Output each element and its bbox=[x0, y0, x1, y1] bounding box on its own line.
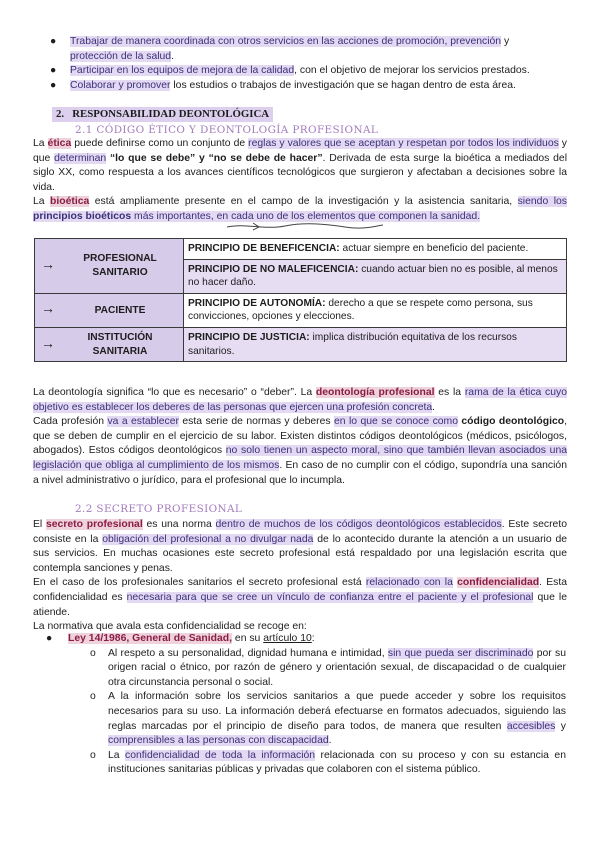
paragraph-etica: La ética puede definirse como un conjunto de reglas y valores que se aceptan y respetan por todos los individuos y que determinan “lo que se debe” y “no se debe de hacer”. Derivada de esta surge la bioética a mediados del siglo XX, como respuesta a los avances científicos tecnológicos que surgieron y afectaban a decisiones sobre la vida. bbox=[33, 138, 568, 193]
arrow-icon: → bbox=[41, 255, 55, 272]
bullet-icon: ● bbox=[50, 36, 57, 47]
arrow-icon: → bbox=[41, 300, 55, 317]
bullet-icon: ● bbox=[50, 65, 57, 77]
law-list bbox=[46, 632, 566, 778]
list-item: ● Ley 14/1986, General de Sanidad, en su artículo 10: o Al respeto a su personalidad, dignidad humana e intimidad, sin que pueda ser discriminado por su origen racial o étnico, por razón de género y orientación sexual, de discapacidad o de cualquier otra circunstancia personal o social. o A la información sobre los servicios sanitarios a que puede acceder y sobre los requisitos necesarios para su uso. La información deberá efectuarse en formatos adecuados, siguiendo las reglas marcadas por el principio de diseño para todos, de manera que resulten accesibles y comprensibles a las personas con discapacidad. o La confidencialidad de toda la información relacionada con su proceso y con su estancia en instituciones sanitarias públicas y privadas que colaboren con el sistema público. bbox=[46, 632, 566, 778]
table-row bbox=[35, 327, 567, 361]
sub-bullet-icon: o bbox=[90, 691, 96, 703]
bullet-icon: ● bbox=[46, 633, 53, 644]
list-item: ● Trabajar de manera coordinada con otros servicios en las acciones de promoción, prevención y protección de la salud. bbox=[50, 36, 510, 62]
list-item: ● Colaborar y promover los estudios o trabajos de investigación que se hagan dentro de esta área. bbox=[50, 79, 570, 94]
handwritten-squiggle bbox=[225, 221, 385, 231]
paragraph-secreto: El secreto profesional es una norma dentro de muchos de los códigos deontológicos establecidos. Este secreto consiste en la obligación del profesional a no divulgar nada de lo acontecido durante la atención a un usuario de sus servicios. En muchas ocasiones este secreto profesional está respaldado por una legislación escrita que contempla sanciones y penas. En el caso de los profesionales sanitarios el secreto profesional está relacionado con la confidencialidad. Esta confidencialidad es necesaria para que se cree un vínculo de confianza entre el paciente y el profesional que le atiende. La normativa que avala esta confidencialidad se recoge en: bbox=[33, 519, 567, 633]
subsection-heading-2-1: 2.1 CÓDIGO ÉTICO Y DEONTOLOGÍA PROFESIONAL bbox=[75, 124, 379, 136]
table-label-cell: → INSTITUCIÓN SANITARIA bbox=[35, 327, 184, 361]
arrow-icon: → bbox=[41, 334, 55, 351]
list-item: o A la información sobre los servicios sanitarios a que puede acceder y sobre los requisitos necesarios para su uso. La información deberá efectuarse en formatos adecuados, siguiendo las reglas marcadas por el principio de diseño para todos, de manera que resulten accesibles y comprensibles a las personas con discapacidad. bbox=[90, 691, 566, 747]
top-bullet-list bbox=[50, 35, 570, 93]
subsection-heading-2-2: 2.2 SECRETO PROFESIONAL bbox=[75, 503, 243, 515]
table-cell: PRINCIPIO DE JUSTICIA: implica distribución equitativa de los recursos sanitarios. bbox=[184, 327, 567, 361]
law-sublist bbox=[68, 647, 566, 778]
list-item: ● Participar en los equipos de mejora de la calidad, con el objetivo de mejorar los servicios prestados. bbox=[50, 64, 570, 79]
section-heading: 2. RESPONSABILIDAD DEONTOLÓGICA bbox=[52, 107, 273, 122]
principles-table bbox=[34, 238, 567, 362]
list-item: o La confidencialidad de toda la información relacionada con su proceso y con su estancia en instituciones sanitarias públicas y privadas que colaboren con el sistema público. bbox=[90, 749, 566, 776]
sub-bullet-icon: o bbox=[90, 749, 96, 761]
bullet-icon: ● bbox=[50, 79, 57, 91]
table-label-cell: → PROFESIONAL SANITARIO bbox=[35, 239, 184, 294]
list-item: o Al respeto a su personalidad, dignidad humana e intimidad, sin que pueda ser discriminado por su origen racial o étnico, por razón de género y orientación sexual, de discapacidad o de cualquier otra circunstancia personal o social. bbox=[90, 647, 566, 688]
paragraph-deontologia: La deontología significa “lo que es necesario” o “deber”. La deontología profesional es la rama de la ética cuyo objetivo es establecer los deberes de las personas que ejercen una profesión concreta. Cada profesión va a establecer esta serie de normas y deberes en lo que se conoce como código deontológico, que se deben de cumplir en el ejercicio de su labor. Existen distintos códigos deontológicos (médicos, psicólogos, abogados). Estos códigos deontológicos no solo tienen un aspecto moral, sino que también llevan asociados una legislación que obliga al cumplimiento de los mismos. En caso de no cumplir con el código, supondría una sanción a nivel administrativo o jurídico, para el profesional que lo incumpla. bbox=[33, 387, 568, 486]
table-cell: PRINCIPIO DE BENEFICENCIA: actuar siempre en beneficio del paciente. bbox=[184, 239, 567, 260]
sub-bullet-icon: o bbox=[90, 647, 96, 659]
table-label-cell: → PACIENTE bbox=[35, 293, 184, 327]
table-row bbox=[35, 293, 567, 327]
table-cell: PRINCIPIO DE AUTONOMÍA: derecho a que se respete como persona, sus convicciones, opciones y elecciones. bbox=[184, 293, 567, 327]
table-row bbox=[35, 239, 567, 260]
table-cell: PRINCIPIO DE NO MALEFICENCIA: cuando actuar bien no es posible, al menos no hacer daño. bbox=[184, 259, 567, 293]
paragraph-bioetica: La bioética está ampliamente presente en el campo de la investigación y la asistencia sanitaria, siendo los principios bioéticos más importantes, en cada uno de los elementos que componen la sanidad. bbox=[33, 196, 567, 222]
